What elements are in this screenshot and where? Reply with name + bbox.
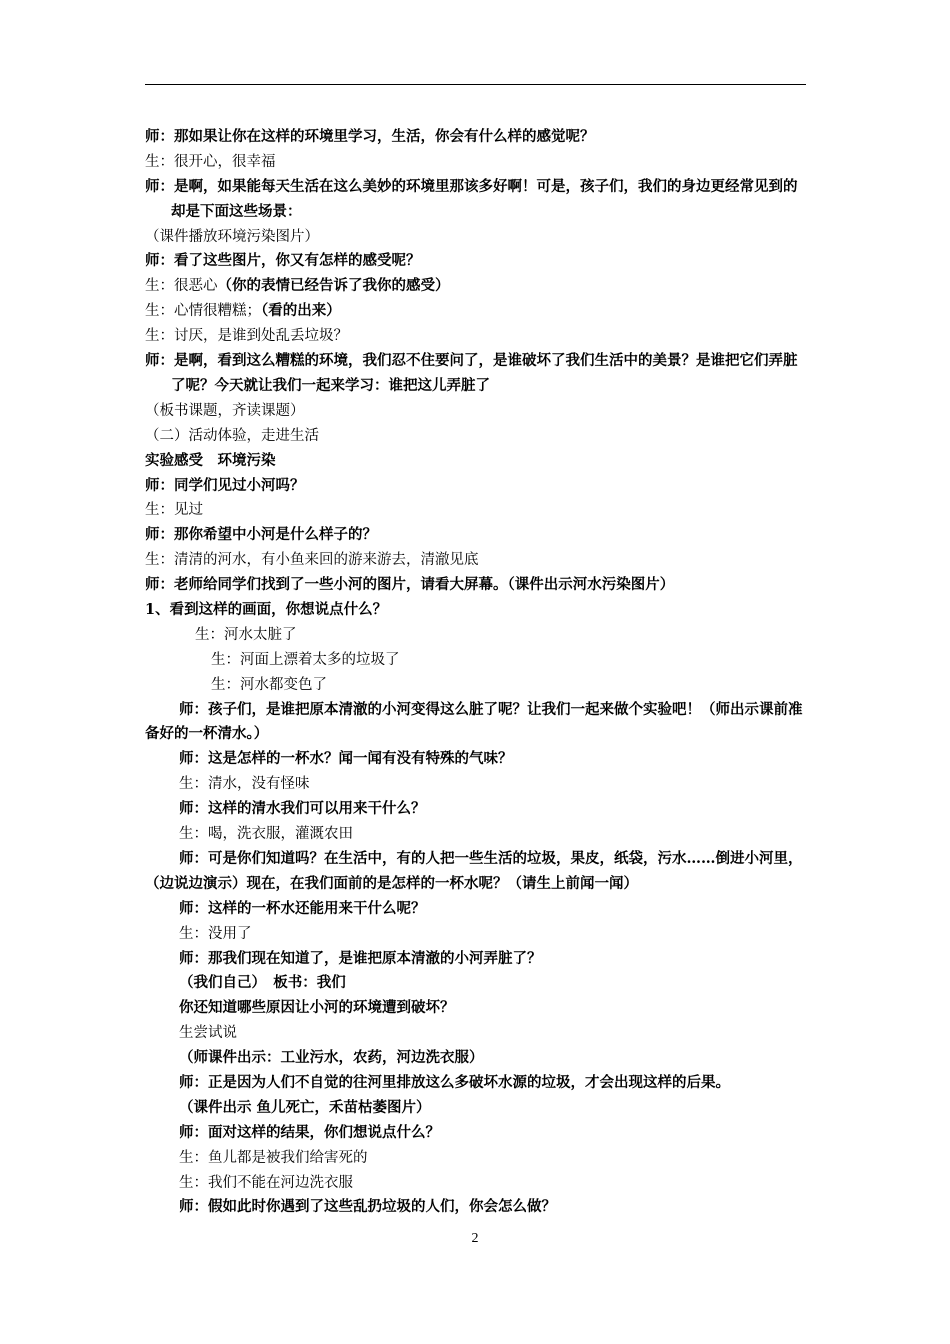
student-line: 生：清清的河水，有小鱼来回的游来游去，清澈见底 [145,552,479,569]
student-line [145,299,810,324]
section-heading: （二）活动体验，走进生活 [145,427,319,444]
page-number: 2 [471,1231,479,1246]
student-line: 生：河水都变色了 [211,676,327,693]
student-line: 生：讨厌，是谁到处乱丢垃圾？ [145,328,348,345]
teacher-line: 师：是啊，看到这么糟糕的环境，我们忍不住要问了，是谁破坏了我们生活中的美景？是谁把它们弄脏了呢？今天就让我们一起来学习：谁把这儿弄脏了 [145,352,798,394]
note-line: （课件出示 鱼儿死亡，禾苗枯萎图片） [179,1098,431,1116]
note-line: （师课件出示：工业污水，农药，河边洗衣服） [179,1049,484,1067]
note-line: （板书课题，齐读课题） [145,402,305,419]
note-line: （课件播放环境污染图片） [145,228,319,245]
student-line: 生：见过 [145,502,203,519]
board-note-line: （我们自己） 板书：我们 [179,974,346,992]
teacher-line: 师：可是你们知道吗？在生活中，有的人把一些生活的垃圾，果皮，纸袋，污水……倒进小河里，（边说边演示）现在，在我们面前的是怎样的一杯水呢？（请生上前闻一闻） [145,849,803,892]
teacher-line: 师：那你希望中小河是什么样子的？ [145,526,377,544]
teacher-line: 师：这是怎样的一杯水？闻一闻有没有特殊的气味？ [179,750,513,768]
student-line: 生：河水太脏了 [195,626,297,643]
teacher-line: 师：正是因为人们不自觉的往河里排放这么多破坏水源的垃圾，才会出现这样的后果。 [179,1073,730,1091]
header-rule [145,84,806,85]
teacher-line: 师：孩子们，是谁把原本清澈的小河变得这么脏了呢？让我们一起来做个实验吧！（师出示课前准备好的一杯清水。） [145,700,803,743]
teacher-line: 师：看了这些图片，你又有怎样的感受呢？ [145,252,421,270]
teacher-comment: （看的出来） [261,302,341,320]
teacher-line: 师：这样的一杯水还能用来干什么呢？ [179,899,426,917]
student-line: 生：喝，洗衣服，灌溉农田 [179,826,353,843]
teacher-line: 师：假如此时你遇到了这些乱扔垃圾的人们，你会怎么做？ [179,1198,556,1216]
student-line [145,274,810,299]
subsection-heading: 实验感受 环境污染 [145,451,276,469]
teacher-line: 师：是啊，如果能每天生活在这么美妙的环境里那该多好啊！可是，孩子们，我们的身边更经常见到的却是下面这些场景： [145,177,798,220]
student-line: 生：很开心，很幸福 [145,153,276,170]
document-body [145,125,810,1220]
teacher-comment: （你的表情已经告诉了我你的感受） [217,277,450,295]
student-line: 生：鱼儿都是被我们给害死的 [179,1149,368,1166]
student-line: 生：河面上漂着太多的垃圾了 [211,651,400,668]
teacher-line: 师：那如果让你在这样的环境里学习，生活，你会有什么样的感觉呢？ [145,128,595,145]
student-line: 生尝试说 [179,1025,237,1042]
teacher-line: 师：同学们见过小河吗？ [145,476,305,494]
teacher-line: 你还知道哪些原因让小河的环境遭到破坏？ [179,999,455,1017]
student-line: 生：我们不能在河边洗衣服 [179,1174,353,1191]
teacher-line: 师：面对这样的结果，你们想说点什么？ [179,1123,440,1141]
student-line: 生：清水，没有怪味 [179,776,310,793]
student-answer: 生：心情很糟糕； [145,303,261,320]
teacher-line: 师：那我们现在知道了，是谁把原本清澈的小河弄脏了？ [179,949,542,967]
teacher-line: 师：这样的清水我们可以用来干什么？ [179,800,426,818]
question-line: 1、看到这样的画面，你想说点什么？ [145,600,388,618]
student-answer: 生：很恶心 [145,278,218,295]
teacher-line: 师：老师给同学们找到了一些小河的图片，请看大屏幕。（课件出示河水污染图片） [145,576,675,594]
student-line: 生：没用了 [179,925,252,942]
